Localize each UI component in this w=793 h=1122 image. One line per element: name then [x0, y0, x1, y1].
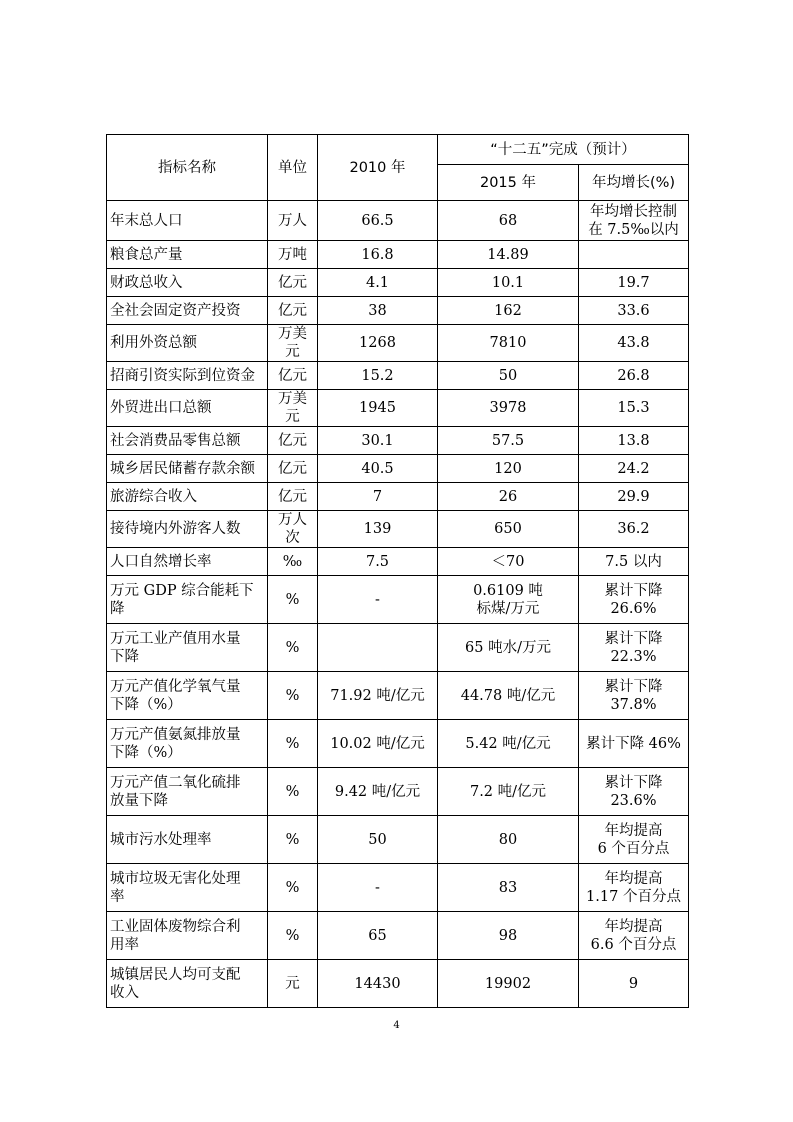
- growth-cell: 累计下降 23.6%: [579, 768, 689, 816]
- indicator-name-cell: 万元产值二氧化硫排 放量下降: [107, 768, 268, 816]
- growth-cell: 26.8: [579, 362, 689, 390]
- value-2015-cell: 7810: [438, 325, 579, 362]
- header-row-1: [107, 135, 689, 165]
- unit-cell: 万吨: [268, 241, 318, 269]
- growth-cell: 19.7: [579, 269, 689, 297]
- header-indicator-name: 指标名称: [107, 135, 268, 201]
- unit-cell: 元: [268, 960, 318, 1008]
- unit-cell: %: [268, 768, 318, 816]
- value-2015-cell: 26: [438, 483, 579, 511]
- value-2010-cell: 4.1: [318, 269, 438, 297]
- indicator-name-cell: 万元 GDP 综合能耗下 降: [107, 576, 268, 624]
- value-2015-cell: 3978: [438, 390, 579, 427]
- value-2010-cell: [318, 624, 438, 672]
- value-2015-cell: 14.89: [438, 241, 579, 269]
- growth-cell: 43.8: [579, 325, 689, 362]
- value-2015-cell: 10.1: [438, 269, 579, 297]
- value-2010-cell: -: [318, 864, 438, 912]
- growth-cell: 年均提高 6.6 个百分点: [579, 912, 689, 960]
- value-2010-cell: 10.02 吨/亿元: [318, 720, 438, 768]
- header-growth: 年均增长(%): [579, 165, 689, 201]
- table-row: [107, 720, 689, 768]
- value-2010-cell: 7: [318, 483, 438, 511]
- indicator-name-cell: 城乡居民储蓄存款余额: [107, 455, 268, 483]
- indicator-name-cell: 全社会固定资产投资: [107, 297, 268, 325]
- value-2015-cell: 5.42 吨/亿元: [438, 720, 579, 768]
- unit-cell: %: [268, 720, 318, 768]
- indicator-name-cell: 招商引资实际到位资金: [107, 362, 268, 390]
- indicator-name-cell: 城市污水处理率: [107, 816, 268, 864]
- table-row: [107, 483, 689, 511]
- value-2010-cell: 1268: [318, 325, 438, 362]
- table-row: [107, 390, 689, 427]
- value-2015-cell: 44.78 吨/亿元: [438, 672, 579, 720]
- indicator-name-cell: 城镇居民人均可支配 收入: [107, 960, 268, 1008]
- growth-cell: 33.6: [579, 297, 689, 325]
- value-2010-cell: 40.5: [318, 455, 438, 483]
- unit-cell: %: [268, 576, 318, 624]
- value-2015-cell: 68: [438, 201, 579, 241]
- table-row: [107, 548, 689, 576]
- page-number: 4: [393, 1020, 400, 1031]
- unit-cell: %: [268, 672, 318, 720]
- value-2015-cell: 57.5: [438, 427, 579, 455]
- value-2010-cell: 9.42 吨/亿元: [318, 768, 438, 816]
- unit-cell: 万美元: [268, 390, 318, 427]
- unit-cell: 亿元: [268, 269, 318, 297]
- indicator-name-cell: 财政总收入: [107, 269, 268, 297]
- table-row: [107, 297, 689, 325]
- value-2015-cell: 98: [438, 912, 579, 960]
- value-2015-cell: 162: [438, 297, 579, 325]
- value-2010-cell: 1945: [318, 390, 438, 427]
- indicator-name-cell: 粮食总产量: [107, 241, 268, 269]
- unit-cell: ‰: [268, 548, 318, 576]
- table-row: [107, 427, 689, 455]
- unit-cell: 万人: [268, 201, 318, 241]
- indicator-name-cell: 社会消费品零售总额: [107, 427, 268, 455]
- value-2010-cell: 139: [318, 511, 438, 548]
- unit-cell: %: [268, 912, 318, 960]
- unit-cell: 万美元: [268, 325, 318, 362]
- indicator-name-cell: 接待境内外游客人数: [107, 511, 268, 548]
- value-2010-cell: 7.5: [318, 548, 438, 576]
- value-2015-cell: 0.6109 吨 标煤/万元: [438, 576, 579, 624]
- table-row: [107, 864, 689, 912]
- growth-cell: 7.5 以内: [579, 548, 689, 576]
- header-2015: 2015 年: [438, 165, 579, 201]
- growth-cell: [579, 241, 689, 269]
- growth-cell: 24.2: [579, 455, 689, 483]
- header-plan: “十二五”完成（预计）: [438, 135, 689, 165]
- indicator-name-cell: 年末总人口: [107, 201, 268, 241]
- growth-cell: 36.2: [579, 511, 689, 548]
- unit-cell: 亿元: [268, 427, 318, 455]
- growth-cell: 15.3: [579, 390, 689, 427]
- unit-cell: 亿元: [268, 455, 318, 483]
- table-row: [107, 241, 689, 269]
- growth-cell: 年均提高 1.17 个百分点: [579, 864, 689, 912]
- value-2010-cell: 16.8: [318, 241, 438, 269]
- value-2015-cell: 650: [438, 511, 579, 548]
- unit-cell: 亿元: [268, 362, 318, 390]
- value-2015-cell: 7.2 吨/亿元: [438, 768, 579, 816]
- indicator-name-cell: 外贸进出口总额: [107, 390, 268, 427]
- growth-cell: 29.9: [579, 483, 689, 511]
- value-2015-cell: 50: [438, 362, 579, 390]
- table-row: [107, 201, 689, 241]
- growth-cell: 年均提高 6 个百分点: [579, 816, 689, 864]
- indicator-name-cell: 万元产值氨氮排放量 下降（%）: [107, 720, 268, 768]
- value-2010-cell: 30.1: [318, 427, 438, 455]
- value-2015-cell: 65 吨水/万元: [438, 624, 579, 672]
- indicator-name-cell: 旅游综合收入: [107, 483, 268, 511]
- table-row: [107, 816, 689, 864]
- table-row: [107, 576, 689, 624]
- table-row: [107, 325, 689, 362]
- growth-cell: 13.8: [579, 427, 689, 455]
- value-2015-cell: 80: [438, 816, 579, 864]
- table-body: [107, 201, 689, 1008]
- value-2010-cell: 65: [318, 912, 438, 960]
- indicator-name-cell: 利用外资总额: [107, 325, 268, 362]
- table-row: [107, 624, 689, 672]
- growth-cell: 累计下降 26.6%: [579, 576, 689, 624]
- value-2015-cell: ＜70: [438, 548, 579, 576]
- table-row: [107, 960, 689, 1008]
- table-row: [107, 362, 689, 390]
- value-2010-cell: 50: [318, 816, 438, 864]
- value-2010-cell: 15.2: [318, 362, 438, 390]
- unit-cell: 亿元: [268, 297, 318, 325]
- unit-cell: 万人次: [268, 511, 318, 548]
- indicator-name-cell: 工业固体废物综合利 用率: [107, 912, 268, 960]
- value-2010-cell: -: [318, 576, 438, 624]
- indicator-table: [106, 134, 689, 1008]
- indicator-name-cell: 城市垃圾无害化处理 率: [107, 864, 268, 912]
- table-row: [107, 768, 689, 816]
- value-2010-cell: 14430: [318, 960, 438, 1008]
- table-row: [107, 672, 689, 720]
- indicator-name-cell: 万元产值化学氧气量 下降（%）: [107, 672, 268, 720]
- value-2010-cell: 38: [318, 297, 438, 325]
- growth-cell: 累计下降 37.8%: [579, 672, 689, 720]
- unit-cell: 亿元: [268, 483, 318, 511]
- unit-cell: %: [268, 624, 318, 672]
- value-2015-cell: 19902: [438, 960, 579, 1008]
- indicator-name-cell: 人口自然增长率: [107, 548, 268, 576]
- header-2010: 2010 年: [318, 135, 438, 201]
- table-row: [107, 455, 689, 483]
- table-row: [107, 269, 689, 297]
- table-row: [107, 511, 689, 548]
- header-unit: 单位: [268, 135, 318, 201]
- growth-cell: 9: [579, 960, 689, 1008]
- unit-cell: %: [268, 864, 318, 912]
- unit-cell: %: [268, 816, 318, 864]
- value-2010-cell: 66.5: [318, 201, 438, 241]
- value-2015-cell: 83: [438, 864, 579, 912]
- growth-cell: 年均增长控制 在 7.5‰以内: [579, 201, 689, 241]
- growth-cell: 累计下降 22.3%: [579, 624, 689, 672]
- value-2010-cell: 71.92 吨/亿元: [318, 672, 438, 720]
- indicator-name-cell: 万元工业产值用水量 下降: [107, 624, 268, 672]
- value-2015-cell: 120: [438, 455, 579, 483]
- growth-cell: 累计下降 46%: [579, 720, 689, 768]
- table-row: [107, 912, 689, 960]
